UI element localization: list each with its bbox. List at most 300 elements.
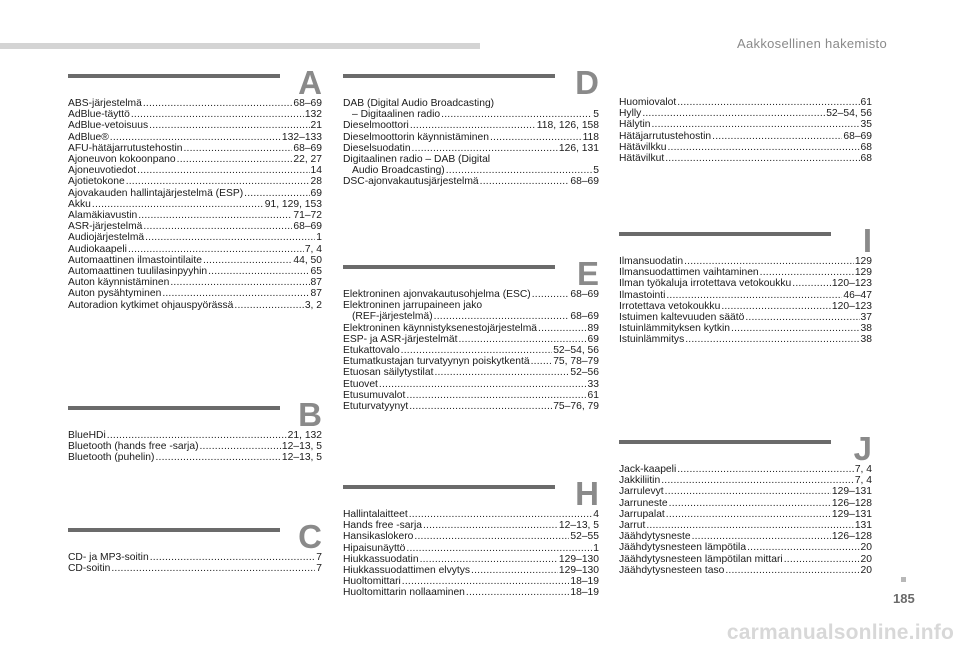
entry-term: Etumatkustajan turvatyynyn poiskytkentä	[343, 356, 530, 368]
index-entry	[343, 109, 599, 120]
dot-leader	[665, 153, 859, 164]
entry-term: DAB (Digital Audio Broadcasting)	[343, 98, 495, 109]
section-rule	[619, 232, 831, 236]
entry-pages: 118	[582, 131, 599, 143]
index-entry	[68, 120, 322, 131]
index-entry	[68, 255, 322, 266]
index-entry	[68, 277, 322, 288]
dot-leader	[409, 401, 552, 412]
entry-pages: 65	[310, 266, 322, 278]
dot-leader	[155, 452, 280, 463]
index-entry	[68, 176, 322, 187]
index-entry	[343, 390, 599, 401]
entry-pages: 68–69	[293, 221, 322, 233]
index-entry	[619, 256, 872, 267]
entry-pages: 129	[854, 256, 872, 267]
dot-leader	[712, 131, 842, 142]
entry-pages: 129–130	[558, 565, 599, 577]
index-entry	[619, 301, 872, 312]
dot-leader	[684, 256, 854, 267]
entry-term: Huomiovalot	[619, 97, 677, 108]
dot-leader	[137, 165, 309, 176]
dot-leader	[677, 464, 854, 475]
index-entry	[68, 552, 322, 563]
entry-term: Alamäkiavustin	[68, 210, 138, 222]
dot-leader	[434, 311, 570, 322]
entry-term: AFU-hätäjarrutustehostin	[68, 142, 183, 154]
index-entry	[68, 221, 322, 232]
dot-leader	[92, 199, 264, 210]
index-entry	[343, 565, 599, 576]
dot-leader	[642, 108, 825, 119]
page-header-title: Aakkosellinen hakemisto	[737, 36, 887, 51]
entry-pages: 20	[860, 553, 872, 565]
dot-leader	[685, 334, 859, 345]
entry-term: Jäähdytysneste	[619, 531, 691, 543]
section-D	[343, 64, 599, 188]
entry-list	[343, 98, 599, 188]
entry-term: Dieselmoottori	[343, 120, 409, 132]
dot-leader	[420, 554, 558, 565]
dot-leader	[480, 176, 570, 187]
entry-pages: 3, 2	[304, 299, 322, 311]
index-entry	[68, 266, 322, 277]
entry-term: Hylly	[619, 108, 642, 120]
dot-leader	[412, 143, 558, 154]
dot-leader	[162, 288, 309, 299]
entry-pages: 22, 27	[293, 154, 322, 166]
index-entry	[68, 300, 322, 311]
entry-pages: 129–131	[831, 508, 872, 520]
index-entry	[343, 311, 599, 322]
entry-pages: 52–55	[570, 531, 599, 543]
dot-leader	[406, 543, 592, 554]
entry-term: Jakkiliitin	[619, 475, 661, 487]
index-entry	[68, 288, 322, 299]
index-entry	[343, 554, 599, 565]
section-header	[68, 64, 322, 101]
dot-leader	[203, 255, 292, 266]
index-entry	[619, 267, 872, 278]
index-entry	[343, 509, 599, 520]
entry-pages: 61	[587, 389, 599, 401]
entry-term: Hiukkassuodattimen elvytys	[343, 565, 471, 577]
index-entry	[68, 452, 322, 463]
entry-pages: 120–123	[831, 300, 872, 312]
dot-leader	[747, 542, 859, 553]
entry-pages: 126, 131	[558, 142, 599, 154]
entry-term: Huoltomittarin nollaaminen	[343, 587, 465, 599]
entry-pages: 5	[593, 165, 599, 177]
dot-leader	[406, 390, 586, 401]
dot-leader	[409, 509, 593, 520]
section-header	[68, 518, 322, 555]
entry-pages: 38	[860, 323, 872, 335]
entry-term: Jack-kaapeli	[619, 464, 677, 475]
entry-term: Bluetooth (puhelin)	[68, 452, 155, 464]
entry-pages: 33	[587, 378, 599, 390]
dot-leader	[111, 563, 315, 574]
entry-pages: 7, 4	[304, 243, 322, 255]
section-header	[343, 255, 599, 292]
entry-term: CD-soitin	[68, 563, 111, 575]
index-entry	[619, 153, 872, 164]
entry-pages: 20	[860, 564, 872, 576]
entry-term: Ilmansuodattimen vaihtaminen	[619, 267, 759, 279]
index-entry	[343, 323, 599, 334]
entry-term: Hätävilkut	[619, 153, 665, 165]
section-rule	[619, 440, 831, 444]
index-entry	[343, 531, 599, 542]
dot-leader	[170, 277, 309, 288]
section-J	[619, 430, 872, 576]
entry-term: Irrotettava vetokoukku	[619, 300, 721, 312]
dot-leader	[143, 221, 292, 232]
index-entry	[343, 300, 599, 311]
entry-pages: 46–47	[843, 289, 872, 301]
dot-leader	[651, 119, 859, 130]
entry-pages: 118, 126, 158	[536, 120, 599, 132]
index-entry	[619, 486, 872, 497]
index-entry	[619, 108, 872, 119]
dot-leader	[669, 498, 831, 509]
entry-term: Ilman työkaluja irrotettava vetokoukku	[619, 278, 792, 290]
entry-term: Jäähdytysnesteen lämpötilan mittari	[619, 553, 783, 565]
entry-term: Ajovakauden hallintajärjestelmä (ESP)	[68, 187, 244, 199]
entry-pages: 68–69	[570, 176, 599, 188]
entry-term: Hallintalaitteet	[343, 509, 408, 520]
entry-pages: 18–19	[570, 576, 599, 588]
entry-pages: 68	[860, 141, 872, 153]
entry-term: AdBlue-täyttö	[68, 109, 130, 121]
dot-leader	[126, 176, 310, 187]
index-entry	[619, 323, 872, 334]
entry-pages: 68–69	[570, 311, 599, 323]
entry-pages: 129–130	[558, 553, 599, 565]
entry-pages: 69	[587, 333, 599, 345]
entry-pages: 1	[316, 232, 322, 244]
entry-term: Hätäjarrutustehostin	[619, 130, 712, 142]
entry-pages: 21, 132	[287, 430, 322, 441]
page-marker	[901, 577, 906, 582]
dot-leader	[183, 143, 292, 154]
entry-term: AdBlue-vetoisuus	[68, 120, 149, 132]
index-entry	[68, 188, 322, 199]
dot-leader	[410, 120, 536, 131]
dot-leader	[379, 379, 587, 390]
index-entry	[343, 154, 599, 165]
entry-pages: 44, 50	[293, 254, 322, 266]
entry-pages: 5	[593, 109, 599, 121]
dot-leader	[792, 278, 831, 289]
entry-pages: 68–69	[293, 142, 322, 154]
dot-leader	[401, 345, 553, 356]
entry-term: Digitaalinen radio – DAB (Digital	[343, 154, 491, 166]
section-header	[343, 475, 599, 512]
entry-term: Audio Broadcasting)	[352, 165, 445, 177]
header-rule	[0, 43, 480, 49]
entry-term: Hiukkassuodatin	[343, 553, 419, 565]
entry-term: Jäähdytysnesteen taso	[619, 564, 725, 576]
dot-leader	[784, 554, 860, 565]
dot-leader	[538, 323, 587, 334]
dot-leader	[234, 300, 303, 311]
dot-leader	[725, 565, 859, 576]
index-entry	[619, 554, 872, 565]
entry-term: (REF-järjestelmä)	[352, 311, 433, 323]
entry-pages: 126–128	[831, 497, 872, 509]
index-entry	[343, 334, 599, 345]
entry-term: ASR-järjestelmä	[68, 221, 143, 233]
dot-leader	[666, 290, 842, 301]
entry-term: Istuinlämmityksen kytkin	[619, 323, 731, 335]
index-entry	[68, 199, 322, 210]
entry-pages: 1	[593, 542, 599, 554]
index-entry	[68, 109, 322, 120]
entry-term: Hansikaslokero	[343, 531, 414, 543]
dot-leader	[208, 266, 309, 277]
dot-leader	[532, 289, 570, 300]
entry-list	[619, 97, 872, 164]
entry-pages: 28	[310, 176, 322, 188]
section-letter: D	[575, 64, 599, 101]
dot-leader	[760, 267, 854, 278]
entry-pages: 87	[310, 288, 322, 300]
dot-leader	[692, 531, 831, 542]
index-entry	[343, 165, 599, 176]
entry-term: Hälytin	[619, 119, 651, 131]
entry-pages: 131	[854, 520, 872, 532]
entry-pages: 69	[310, 187, 322, 199]
entry-pages: 129–131	[831, 486, 872, 498]
watermark: carmanualsonline.info	[726, 621, 954, 644]
entry-pages: 75, 78–79	[553, 356, 599, 368]
entry-term: Hipaisunäyttö	[343, 542, 406, 554]
entry-list	[343, 289, 599, 412]
entry-pages: 14	[310, 165, 322, 177]
entry-pages: 37	[860, 312, 872, 324]
entry-term: – Digitaalinen radio	[352, 109, 441, 121]
entry-term: Dieselsuodatin	[343, 142, 411, 154]
index-entry	[619, 97, 872, 108]
index-entry	[68, 98, 322, 109]
index-entry	[619, 119, 872, 130]
entry-term: BlueHDi	[68, 430, 106, 441]
entry-term: Ilmansuodatin	[619, 256, 684, 267]
section-letter: A	[298, 64, 322, 101]
dot-leader	[666, 509, 831, 520]
entry-term: Etusumuvalot	[343, 389, 406, 401]
index-entry	[343, 289, 599, 300]
entry-pages: 91, 129, 153	[264, 198, 322, 210]
entry-term: Auton pysähtyminen	[68, 288, 162, 300]
entry-pages: 52–54, 56	[826, 108, 872, 120]
dot-leader	[143, 98, 293, 109]
section-letter: I	[862, 222, 872, 259]
index-entry	[343, 143, 599, 154]
entry-term: Dieselmoottorin käynnistäminen	[343, 131, 489, 143]
dot-leader	[145, 232, 315, 243]
index-entry	[68, 430, 322, 441]
entry-term: Ajoneuvon kokoonpano	[68, 154, 176, 166]
section-H-continued	[619, 97, 872, 164]
entry-list	[68, 430, 322, 464]
entry-pages: 52–56	[570, 367, 599, 379]
dot-leader	[128, 244, 304, 255]
entry-term: Istuinlämmitys	[619, 334, 685, 346]
dot-leader	[665, 486, 831, 497]
index-entry	[343, 401, 599, 412]
entry-term: Ilmastointi	[619, 289, 666, 301]
index-entry	[619, 131, 872, 142]
index-entry	[68, 441, 322, 452]
dot-leader	[721, 301, 831, 312]
entry-term: Jäähdytysnesteen lämpötila	[619, 542, 747, 554]
section-header	[619, 430, 872, 467]
entry-pages: 38	[860, 334, 872, 346]
section-rule	[68, 74, 280, 78]
dot-leader	[471, 565, 558, 576]
section-C	[68, 518, 322, 575]
index-entry	[619, 290, 872, 301]
entry-term: Etuovet	[343, 378, 378, 390]
entry-term: Automaattinen tuulilasinpyyhin	[68, 266, 208, 278]
entry-term: ABS-järjestelmä	[68, 98, 142, 109]
entry-pages: 132–133	[281, 131, 322, 143]
entry-term: Jarruneste	[619, 497, 668, 509]
entry-term: Hands free -sarja	[343, 520, 422, 532]
dot-leader	[200, 441, 281, 452]
entry-term: Ajoneuvotiedot	[68, 165, 137, 177]
index-entry	[619, 565, 872, 576]
entry-pages: 52–54, 56	[553, 345, 599, 357]
entry-pages: 87	[310, 277, 322, 289]
dot-leader	[414, 531, 569, 542]
index-entry	[619, 475, 872, 486]
entry-pages: 126–128	[831, 531, 872, 543]
section-rule	[343, 485, 555, 489]
entry-term: Jarrupalat	[619, 508, 665, 520]
index-entry	[343, 356, 599, 367]
index-entry	[68, 154, 322, 165]
index-entry	[619, 312, 872, 323]
index-entry	[619, 520, 872, 531]
dot-leader	[177, 154, 293, 165]
section-header	[343, 64, 599, 101]
entry-term: Istuimen kaltevuuden säätö	[619, 312, 745, 324]
entry-term: Elektroninen jarrupaineen jako	[343, 300, 483, 312]
dot-leader	[446, 165, 593, 176]
dot-leader	[107, 430, 287, 441]
dot-leader	[110, 132, 281, 143]
index-entry	[343, 520, 599, 531]
entry-term: AdBlue®	[68, 131, 109, 143]
index-entry	[343, 543, 599, 554]
section-header	[68, 396, 322, 433]
index-entry	[619, 334, 872, 345]
index-entry	[343, 176, 599, 187]
entry-list	[619, 256, 872, 346]
index-entry	[343, 587, 599, 598]
entry-pages: 68–69	[570, 289, 599, 300]
section-rule	[343, 74, 555, 78]
index-entry	[343, 367, 599, 378]
dot-leader	[244, 188, 309, 199]
entry-pages: 75–76, 79	[553, 401, 599, 413]
entry-term: Automaattinen ilmastointilaite	[68, 254, 202, 266]
entry-term: DSC-ajonvakautusjärjestelmä	[343, 176, 479, 188]
section-letter: E	[576, 255, 599, 292]
dot-leader	[677, 97, 859, 108]
dot-leader	[745, 312, 859, 323]
entry-pages: 35	[860, 119, 872, 131]
entry-pages: 18–19	[570, 587, 599, 599]
entry-pages: 7, 4	[854, 464, 872, 475]
index-entry	[343, 576, 599, 587]
entry-pages: 4	[593, 509, 599, 520]
index-entry	[68, 244, 322, 255]
index-entry	[619, 542, 872, 553]
section-I	[619, 222, 872, 346]
entry-pages: 12–13, 5	[281, 452, 322, 464]
index-entry	[619, 498, 872, 509]
dot-leader	[458, 334, 586, 345]
section-letter: J	[853, 430, 872, 467]
entry-term: Hätävilkku	[619, 141, 667, 153]
index-entry	[619, 278, 872, 289]
index-entry	[343, 120, 599, 131]
entry-term: Audiojärjestelmä	[68, 232, 145, 244]
dot-leader	[646, 520, 853, 531]
dot-leader	[531, 356, 553, 367]
dot-leader	[490, 132, 582, 143]
entry-term: Elektroninen ajonvakautusohjelma (ESC)	[343, 289, 531, 300]
entry-pages: 89	[587, 322, 599, 334]
section-rule	[343, 265, 555, 269]
dot-leader	[138, 210, 292, 221]
entry-term: CD- ja MP3-soitin	[68, 552, 149, 563]
section-H	[343, 475, 599, 599]
entry-pages: 132	[304, 109, 322, 121]
dot-leader	[434, 367, 569, 378]
dot-leader	[149, 120, 309, 131]
entry-term: Akku	[68, 198, 91, 210]
section-rule	[68, 406, 280, 410]
page-number: 185	[893, 591, 915, 606]
entry-term: Audiokaapeli	[68, 243, 127, 255]
entry-term: Bluetooth (hands free -sarja)	[68, 441, 199, 453]
entry-list	[68, 98, 322, 311]
entry-pages: 129	[854, 267, 872, 279]
index-entry	[343, 345, 599, 356]
index-entry	[343, 98, 599, 109]
entry-pages: 120–123	[831, 278, 872, 290]
dot-leader	[668, 142, 860, 153]
entry-pages: 68–69	[843, 130, 872, 142]
dot-leader	[423, 520, 558, 531]
entry-term: ESP- ja ASR-järjestelmät	[343, 333, 458, 345]
dot-leader	[466, 587, 569, 598]
dot-leader	[441, 109, 592, 120]
entry-term: Etukattovalo	[343, 345, 400, 357]
entry-pages: 7	[316, 552, 322, 563]
dot-leader	[731, 323, 860, 334]
entry-pages: 71–72	[293, 210, 322, 222]
entry-term: Jarrulevyt	[619, 486, 664, 498]
entry-pages: 12–13, 5	[281, 441, 322, 453]
entry-term: Elektroninen käynnistyksenestojärjestelmä	[343, 322, 538, 334]
entry-term: Ajotietokone	[68, 176, 125, 188]
